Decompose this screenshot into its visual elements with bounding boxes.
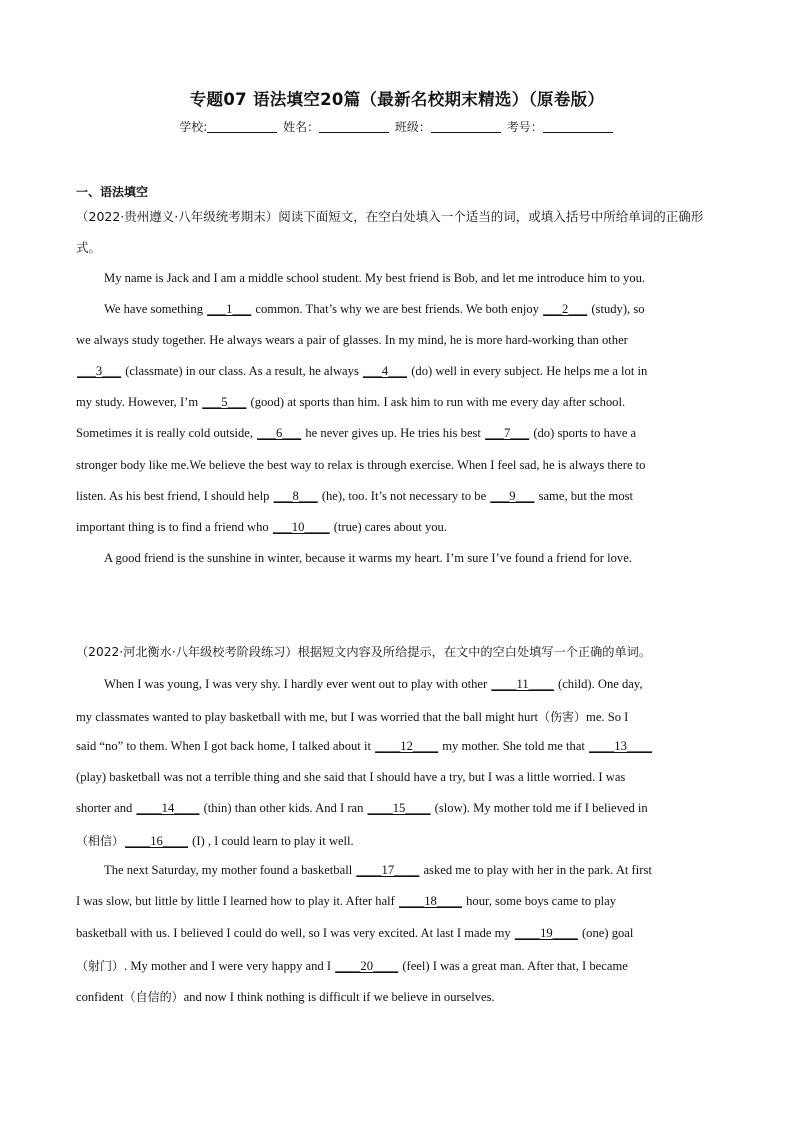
- blank-16[interactable]: ____16____: [125, 834, 188, 848]
- text: same, but the most: [535, 489, 634, 503]
- text: (do) sports to have a: [530, 426, 637, 440]
- text: me. So I: [586, 710, 629, 724]
- text: (study), so: [588, 302, 645, 316]
- text: My name is Jack and I am a middle school student. My best friend is Bob, and let me introduce him to you.: [104, 271, 646, 285]
- text: (play) basketball was not a terrible thing and she said that I should have a try, but I was a little worried. I was: [76, 770, 626, 784]
- blank-8[interactable]: ___8___: [273, 489, 318, 503]
- text: stronger body like me.We believe the best way to relax is through exercise. When I feel sad, he is always there to: [76, 458, 646, 472]
- text: (slow). My mother told me if I believed in: [431, 801, 648, 815]
- passage1-line: [76, 489, 633, 504]
- text: (child). One day,: [554, 677, 643, 691]
- text: I was slow, but little by little I learned how to play it. After half: [76, 894, 399, 908]
- blank-5[interactable]: ___5___: [202, 395, 247, 409]
- passage2-line: [76, 926, 633, 941]
- passage1-line: [76, 520, 447, 535]
- blank-19[interactable]: ____19____: [514, 926, 578, 940]
- passage1-line: [104, 271, 645, 286]
- text: my classmates wanted to play basketball with me, but I was worried that the ball might hurt: [76, 710, 539, 724]
- blank-7[interactable]: ___7___: [485, 426, 530, 440]
- name-label: 姓名：: [283, 120, 320, 134]
- text: and now I think nothing is difficult if we believe in ourselves.: [183, 990, 495, 1004]
- exam-no-field[interactable]: [543, 120, 613, 133]
- blank-14[interactable]: ____14____: [136, 801, 200, 815]
- text: . My mother and I were very happy and I: [124, 959, 335, 973]
- passage1-line: [104, 302, 645, 317]
- blank-6[interactable]: ___6___: [257, 426, 302, 440]
- blank-4[interactable]: ___4___: [363, 364, 408, 378]
- passage1-source: （2022·贵州遵义·八年级统考期末）阅读下面短文，在空白处填入一个适当的词，或填入括号中所给单词的正确形式。: [76, 209, 704, 255]
- passage1-line: [104, 551, 632, 566]
- blank-15[interactable]: ____15____: [367, 801, 431, 815]
- text: basketball with us. I believed I could do well, so I was very excited. At last I made my: [76, 926, 514, 940]
- text: （伤害）: [538, 710, 587, 724]
- passage1-line: [76, 458, 645, 473]
- blank-3[interactable]: ___3___: [77, 364, 122, 378]
- text: my study. However, I’m: [76, 395, 202, 409]
- text: A good friend is the sunshine in winter, because it warms my heart. I’m sure I’ve found a friend for love.: [104, 551, 632, 565]
- blank-12[interactable]: ____12____: [375, 739, 439, 753]
- text: (do) well in every subject. He helps me a lot in: [408, 364, 648, 378]
- passage1-line: [76, 364, 647, 379]
- text: we always study together. He always wears a pair of glasses. In my mind, he is more hard-working than other: [76, 333, 628, 347]
- blank-9[interactable]: ___9___: [490, 489, 535, 503]
- passage2-line: [76, 739, 653, 754]
- student-info-row: [0, 118, 794, 135]
- passage2-line: [76, 988, 495, 1005]
- blank-18[interactable]: ____18____: [399, 894, 462, 908]
- passage2-line: [104, 863, 652, 878]
- school-field[interactable]: [207, 120, 277, 133]
- text: (thin) than other kids. And I ran: [200, 801, 367, 815]
- text: Sometimes it is really cold outside,: [76, 426, 257, 440]
- text: (classmate) in our class. As a result, he always: [122, 364, 362, 378]
- passage2-line: [76, 894, 616, 909]
- text: (good) at sports than him. I ask him to run with me every day after school.: [247, 395, 626, 409]
- text: （自信的）: [123, 990, 184, 1004]
- text: common. That’s why we are best friends. We both enjoy: [252, 302, 543, 316]
- passage2-line: [76, 770, 625, 785]
- passage2-source: （2022·河北衡水·八年级校考阶段练习）根据短文内容及所给提示，在文中的空白处填写一个正确的单词。: [76, 645, 652, 659]
- text: (I) , I could learn to play it well.: [188, 834, 354, 848]
- text: (true) cares about you.: [330, 520, 447, 534]
- text: important thing is to find a friend who: [76, 520, 272, 534]
- text: listen. As his best friend, I should help: [76, 489, 273, 503]
- blank-11[interactable]: ____11____: [491, 677, 554, 691]
- text: (one) goal: [578, 926, 634, 940]
- passage2-line: [76, 801, 648, 816]
- document-title: 专题07 语法填空20篇（最新名校期末精选）（原卷版）: [189, 90, 605, 109]
- text: hour, some boys came to play: [462, 894, 617, 908]
- text: When I was young, I was very shy. I hardly ever went out to play with other: [104, 677, 491, 691]
- text: (feel) I was a great man. After that, I became: [399, 959, 628, 973]
- text: （相信）: [76, 834, 125, 848]
- text: （射门）: [76, 959, 125, 973]
- passage2-line: [104, 677, 643, 692]
- blank-10[interactable]: ___10____: [272, 520, 330, 534]
- blank-13[interactable]: ____13____: [589, 739, 653, 753]
- class-field[interactable]: [431, 120, 501, 133]
- blank-17[interactable]: ____17____: [356, 863, 420, 877]
- text: We have something: [104, 302, 207, 316]
- passage2-line: [76, 832, 354, 849]
- text: shorter and: [76, 801, 136, 815]
- passage2-line: [76, 708, 628, 725]
- passage1-line: [76, 426, 636, 441]
- blank-1[interactable]: ___1___: [207, 302, 252, 316]
- text: said “no” to them. When I got back home, I talked about it: [76, 739, 375, 753]
- class-label: 班级：: [394, 120, 431, 134]
- passage2-line: [76, 957, 628, 974]
- text: he never gives up. He tries his best: [302, 426, 485, 440]
- exam-no-label: 考号：: [506, 120, 543, 134]
- passage1-line: [76, 395, 625, 410]
- text: The next Saturday, my mother found a basketball: [104, 863, 356, 877]
- section-heading: 一、语法填空: [76, 185, 149, 199]
- text: (he), too. It’s not necessary to be: [318, 489, 490, 503]
- passage1-line: [76, 333, 628, 348]
- text: confident: [76, 990, 124, 1004]
- name-field[interactable]: [319, 120, 389, 133]
- text: my mother. She told me that: [439, 739, 589, 753]
- text: asked me to play with her in the park. At first: [420, 863, 652, 877]
- blank-2[interactable]: ___2___: [543, 302, 588, 316]
- school-label: 学校:: [179, 120, 208, 134]
- blank-20[interactable]: ____20____: [335, 959, 399, 973]
